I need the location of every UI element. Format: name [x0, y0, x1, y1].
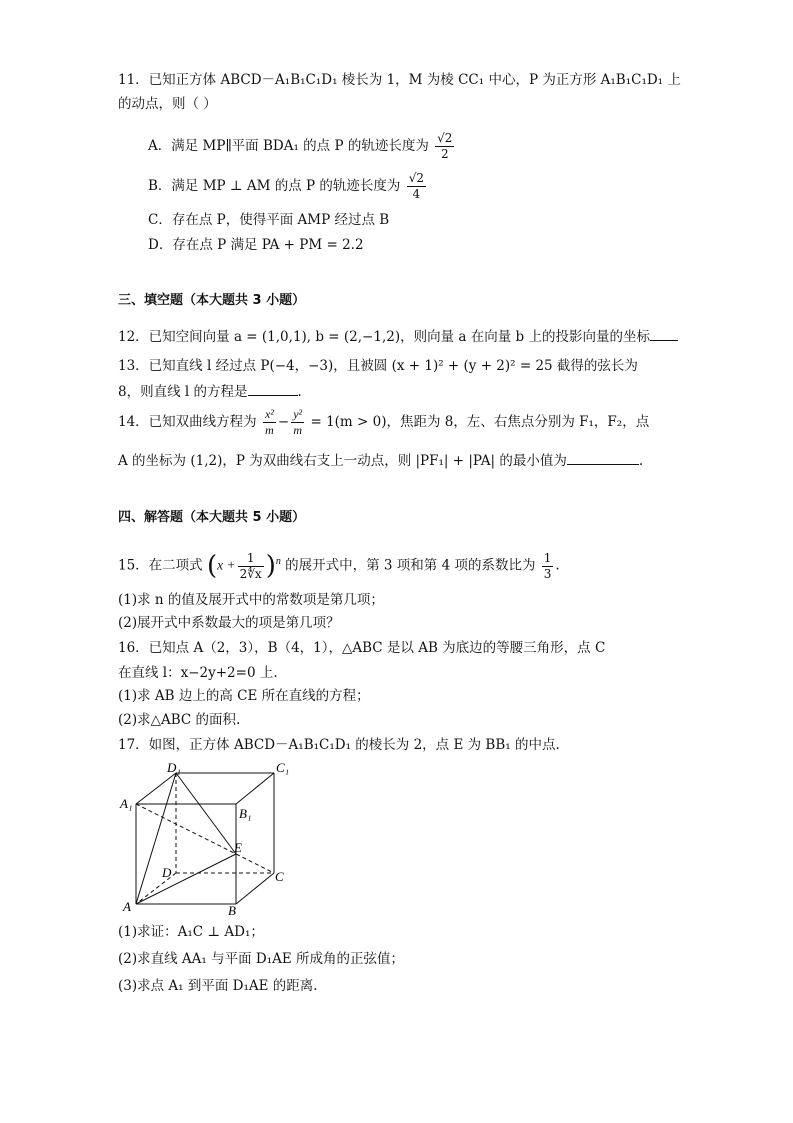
q11-option-a-numerator: √2	[437, 131, 453, 145]
q15-binom-x: x +	[217, 557, 236, 573]
q14-minus: −	[277, 414, 290, 430]
q13-line2-end: .	[297, 384, 302, 400]
q14-prefix: 14．已知双曲线方程为	[118, 414, 257, 430]
q11-option-a-denominator: 2	[440, 147, 449, 161]
q17-part3: (3)求点 A₁ 到平面 D₁AE 的距离.	[118, 978, 318, 994]
cube-figure	[118, 760, 298, 920]
q15-binom-fraction	[238, 551, 264, 582]
q14-line2-text: A 的坐标为 (1,2)，P 为双曲线右支上一动点，则 |PF₁| + |PA| 的最小值为	[118, 453, 567, 469]
q13-line2	[118, 381, 302, 402]
q14-line2	[118, 450, 643, 471]
q15-mid: 的展开式中，第 3 项和第 4 项的系数比为	[285, 557, 536, 574]
q15-exponent: n	[275, 556, 281, 567]
q15-right-paren: )	[265, 551, 276, 581]
q12-text: 12．已知空间向量 a = (1,0,1), b = (2,−1,2)，则向量 a 在向量 b 上的投影向量的坐标	[118, 329, 650, 345]
q11-option-b-fraction	[407, 171, 426, 202]
q13-line1: 13．已知直线 l 经过点 P(−4，−3)，且被圆 (x + 1)² + (y + 2)² = 25 截得的弦长为	[118, 358, 638, 374]
q14-fraction-x	[263, 407, 276, 438]
q15-ratio-fraction	[542, 551, 554, 582]
q11-option-a	[148, 128, 456, 164]
q16-part1: (1)求 AB 边上的高 CE 所在直线的方程；	[118, 688, 370, 704]
q17-stem: 17．如图，正方体 ABCD－A₁B₁C₁D₁ 的棱长为 2，点 E 为 BB₁ 的中点.	[118, 737, 560, 753]
q14-fraction-y-num: y²	[293, 407, 303, 421]
q11-option-c: C．存在点 P，使得平面 AMP 经过点 B	[148, 212, 390, 228]
label-d: D	[162, 865, 172, 880]
q14-fraction-y	[291, 407, 304, 438]
q16-line2: 在直线 l：x−2y+2=0 上.	[118, 665, 278, 681]
label-b: B	[228, 903, 236, 918]
label-a: A	[123, 899, 131, 914]
label-c: C	[275, 869, 284, 884]
q15-left-paren: (	[206, 551, 218, 581]
label-e: E	[234, 840, 242, 855]
segment-ae	[136, 854, 236, 904]
q11-option-a-text: A．满足 MP∥平面 BDA₁ 的点 P 的轨迹长度为	[148, 138, 429, 154]
edge-bc	[236, 873, 274, 904]
q11-option-a-fraction	[435, 131, 454, 162]
q11-stem-line2: 的动点，则（ ）	[118, 96, 217, 112]
edge-d1a1	[136, 773, 176, 804]
q13-answer-blank[interactable]	[248, 381, 298, 396]
q11-stem-line1: 11．已知正方体 ABCD－A₁B₁C₁D₁ 棱长为 1，M 为棱 CC₁ 中心，P 为正方形 A₁B₁C₁D₁ 上	[118, 72, 681, 88]
q15-binom-num: 1	[238, 551, 264, 567]
q12-answer-blank[interactable]	[650, 326, 678, 341]
label-a1: A₁	[120, 796, 133, 811]
segment-d1e	[176, 773, 236, 854]
q15-part1: (1)求 n 的值及展开式中的常数项是第几项；	[118, 592, 384, 608]
q11-option-b	[148, 168, 428, 204]
q16-line1: 16．已知点 A（2，3），B（4，1），△ABC 是以 AB 为底边的等腰三角形，点 C	[118, 640, 606, 656]
q12-line	[118, 326, 678, 347]
q11-option-b-denominator: 4	[412, 187, 421, 201]
segment-d1a	[136, 773, 176, 904]
section-solve-heading: 四、解答题（本大题共 5 小题）	[118, 510, 306, 525]
q14-fraction-y-den: m	[293, 423, 303, 437]
q11-option-b-text: B．满足 MP ⊥ AM 的点 P 的轨迹长度为	[148, 178, 401, 194]
q14-line2-end: .	[638, 453, 644, 469]
label-b1: B₁	[239, 806, 252, 821]
label-d1: D₁	[167, 760, 181, 775]
q15-ratio-den: 3	[543, 566, 552, 581]
q14-fraction-x-num: x²	[264, 407, 274, 421]
section-fill-in-heading: 三、填空题（本大题共 3 小题）	[118, 293, 306, 308]
q15-stem	[118, 542, 560, 586]
q17-part2: (2)求直线 AA₁ 与平面 D₁AE 所成角的正弦值；	[118, 951, 405, 967]
q14-fraction-x-den: m	[265, 423, 274, 437]
q17-part1: (1)求证：A₁C ⊥ AD₁；	[118, 924, 264, 940]
q14-mid: = 1(m > 0)，焦距为 8，左、右焦点分别为 F₁，F₂，点	[310, 414, 650, 430]
q13-line2-text: 8，则直线 l 的方程是	[118, 384, 248, 400]
edge-b1c1	[236, 773, 274, 804]
q15-binom-den: 2∜x	[239, 566, 262, 581]
q14-answer-blank[interactable]	[567, 450, 639, 465]
q14-line1	[118, 404, 649, 440]
q11-option-d: D．存在点 P 满足 PA + PM = 2.2	[148, 237, 364, 253]
q15-ratio-num: 1	[543, 550, 552, 565]
q15-prefix: 15．在二项式	[118, 557, 203, 574]
q11-option-b-numerator: √2	[408, 171, 425, 185]
hidden-segment-a1c	[136, 804, 274, 873]
q16-part2: (2)求△ABC 的面积.	[118, 712, 241, 728]
q15-part2: (2)展开式中系数最大的项是第几项？	[118, 615, 340, 631]
label-c1: C₁	[276, 760, 290, 775]
q15-end: .	[555, 557, 560, 574]
